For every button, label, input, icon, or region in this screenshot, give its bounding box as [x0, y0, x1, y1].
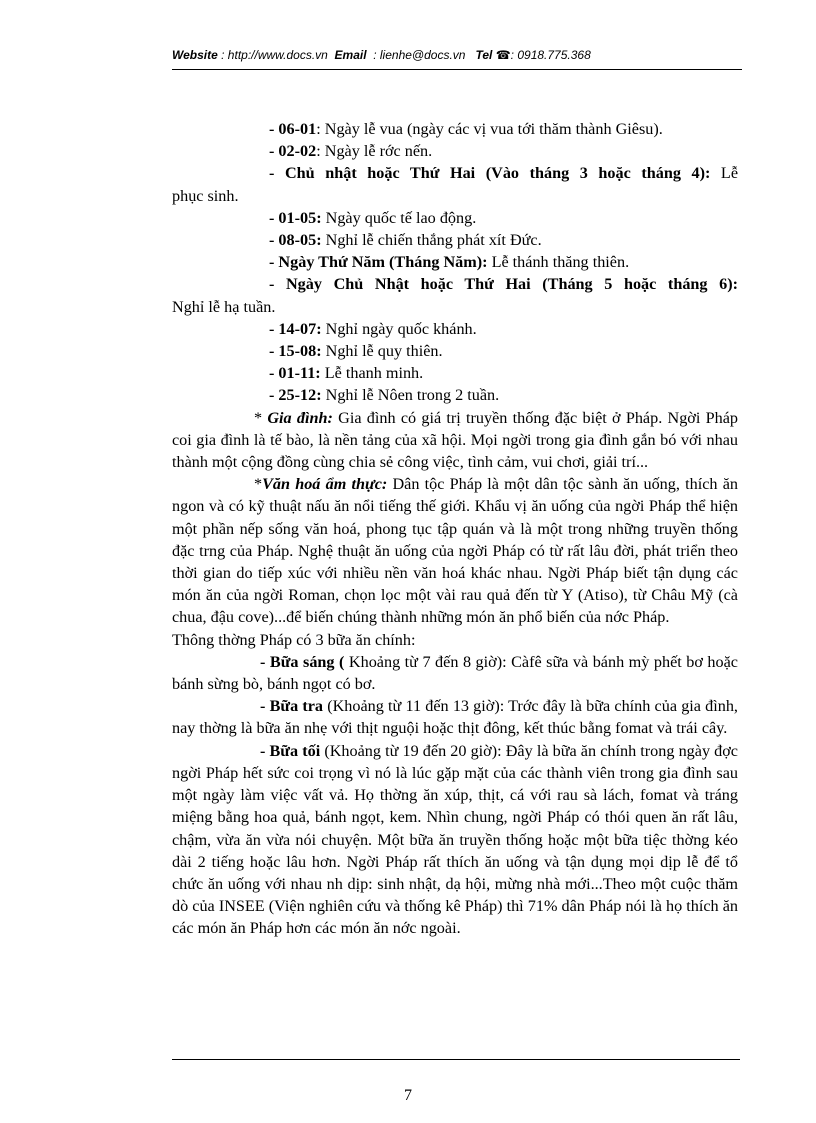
- bullet-mark: *: [254, 475, 263, 494]
- meal-text: (Khoảng từ 19 đến 20 giờ): Đây là bữa ăn chính trong ngày đợc ngời Pháp hết sức coi trọng vì nó là lúc gặp mặt của các thành viên trong gia đình sau một ngày làm việc vất vả. Họ thờng ăn xúp, thịt, cá với rau sà lách, fomat và tráng miệng bằng hoa quả, bánh ngọt, kem. Nhìn chung, ngời Pháp có thói quen ăn rất lâu, chậm, vừa ăn vừa nói chuyện. Một bữa ăn truyền thống hoặc một bữa tiệc thờng kéo dài 2 tiếng hoặc lâu hơn. Ngời Pháp rất thích ăn uống và tận dụng mọi dịp lễ để tổ chức ăn uống với nhau nh dịp: sinh nhật, dạ hội, mừng nhà mới...Theo một cuộc thăm dò của INSEE (Viện nghiên cứu và thống kê Pháp) thì 71% dân Pháp nói là họ thích ăn các món ăn Pháp hơn các món ăn nớc ngoài.: [172, 741, 738, 938]
- meal-paragraph: [172, 695, 738, 739]
- holiday-continuation: phục sinh.: [172, 186, 239, 205]
- holiday-line: [172, 251, 738, 273]
- holiday-date: - 01-11:: [269, 364, 321, 383]
- page-number: 7: [404, 1087, 412, 1104]
- holiday-date: - 06-01: [269, 120, 317, 138]
- holiday-line: [172, 229, 738, 251]
- holiday-date: - 25-12:: [269, 386, 322, 405]
- footer-rule: [172, 1059, 740, 1060]
- cuisine-heading: Văn hoá ẩm thực:: [262, 475, 388, 494]
- family-paragraph: [172, 407, 738, 474]
- cuisine-text: Dân tộc Pháp là một dân tộc sành ăn uống, thích ăn ngon và có kỹ thuật nấu ăn nổi tiếng thế giới. Khẩu vị ăn uống của ngời Pháp thể hiện một phần nếp sống văn hoá, phong tục tập quán và là một trong những truyền thống đặc trng của Pháp. Nghệ thuật ăn uống của ngời Pháp có từ rất lâu đời, phát triển theo thời gian do tiếp xúc với nhiều nền văn hoá khác nhau. Ngời Pháp biết tận dụng các món ăn của ngời Roman, chọn lọc một vài rau quả đến từ Y (Atiso), từ Châu Mỹ (cà chua, đậu cove)...để biến chúng thành những món ăn phổ biến của nớc Pháp.: [172, 475, 738, 627]
- holiday-text: Nghỉ lễ Nôen trong 2 tuần.: [321, 386, 500, 405]
- website-url: : http://www.docs.vn: [221, 48, 328, 62]
- document-body: [172, 118, 738, 940]
- holiday-continuation: Nghỉ lễ hạ tuần.: [172, 297, 276, 316]
- holiday-date: - 14-07:: [269, 319, 322, 338]
- bullet-mark: *: [254, 408, 268, 427]
- family-heading: Gia đình:: [267, 408, 333, 427]
- holiday-text: Lễ thánh thăng thiên.: [487, 253, 630, 272]
- tel-value: : 0918.775.368: [510, 48, 591, 62]
- holiday-line: [172, 207, 738, 229]
- header-rule: [172, 69, 742, 70]
- holiday-line: [172, 273, 738, 295]
- holiday-date: - 02-02: [269, 142, 317, 161]
- holiday-line: [172, 318, 738, 340]
- holiday-date: - 01-05:: [269, 208, 322, 227]
- email-value: : lienhe@docs.vn: [373, 48, 466, 62]
- holiday-line: [172, 140, 738, 162]
- holiday-line: [172, 384, 738, 406]
- holiday-text: Lễ: [710, 164, 738, 183]
- holiday-text: Nghỉ lễ chiến thắng phát xít Đức.: [321, 231, 542, 250]
- holiday-text: : Ngày lễ rớc nến.: [316, 142, 433, 161]
- phone-icon: ☎: [495, 48, 511, 62]
- family-text: Gia đình có giá trị truyền thống đặc biệt ở Pháp. Ngời Pháp coi gia đình là tế bào, là nền tảng của xã hội. Mọi ngời trong gia đình gắn bó với nhau thành một cộng đồng cùng chia sẻ công việc, tình cảm, vui chơi, giải trí...: [172, 408, 738, 472]
- meal-name: - Bữa tối: [260, 741, 321, 760]
- email-label: Email: [334, 48, 367, 62]
- website-label: Website: [172, 48, 218, 62]
- page-header: [172, 48, 742, 62]
- holiday-line: [172, 162, 738, 184]
- meal-paragraph: [172, 651, 738, 695]
- holiday-line: [172, 118, 738, 140]
- meal-name: - Bữa tra: [260, 697, 324, 716]
- meal-paragraph: [172, 740, 738, 940]
- meal-text: (Khoảng từ 11 đến 13 giờ): Trớc đây là bữa chính của gia đình, nay thờng là bữa ăn nhẹ với thịt nguội hoặc thịt đông, kết thúc bằng fomat và trái cây.: [172, 697, 738, 738]
- meal-text: Khoảng từ 7 đến 8 giờ): Càfê sữa và bánh mỳ phết bơ hoặc bánh sừng bò, bánh ngọt có bơ.: [172, 652, 738, 694]
- meals-intro: Thông thờng Pháp có 3 bữa ăn chính:: [172, 630, 416, 649]
- holiday-text: : Ngày lễ vua (ngày các vị vua tới thăm thành Giêsu).: [316, 120, 663, 138]
- holiday-date: - 15-08:: [269, 342, 322, 361]
- holiday-text: Lễ thanh minh.: [320, 364, 424, 383]
- holiday-date: - Ngày Thứ Năm (Tháng Năm):: [269, 253, 488, 272]
- holiday-line: [172, 340, 738, 362]
- holiday-date: - 08-05:: [269, 231, 322, 250]
- holiday-text: Nghỉ ngày quốc khánh.: [321, 319, 477, 338]
- tel-label: Tel: [475, 48, 493, 62]
- holiday-line: [172, 362, 738, 384]
- holiday-date: - Ngày Chủ Nhật hoặc Thứ Hai (Tháng 5 hoặc tháng 6):: [269, 275, 738, 294]
- cuisine-paragraph: [172, 473, 738, 628]
- holiday-date: - Chủ nhật hoặc Thứ Hai (Vào tháng 3 hoặc tháng 4):: [269, 164, 711, 183]
- holiday-text: Ngày quốc tế lao động.: [321, 208, 477, 227]
- meal-name: - Bữa sáng (: [260, 652, 345, 671]
- holiday-text: Nghỉ lễ quy thiên.: [321, 342, 443, 361]
